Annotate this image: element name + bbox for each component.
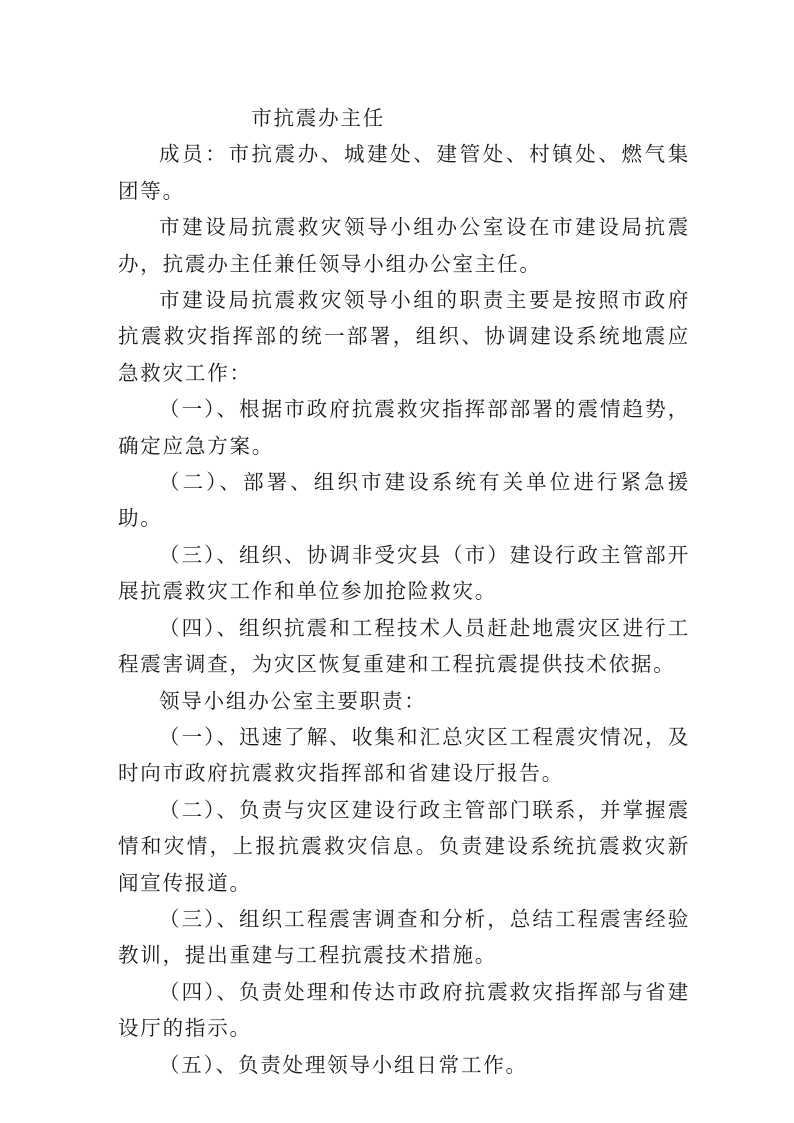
group-duty-item-3: （三）、组织、协调非受灾县（市）建设行政主管部开展抗震救灾工作和单位参加抢险救灾。 [118, 542, 690, 604]
group-duty-item-4: （四）、组织抗震和工程技术人员赶赴地震灾区进行工程震害调查，为灾区恢复重建和工程抗震提供技术依据。 [118, 615, 690, 677]
group-duties-intro-paragraph: 市建设局抗震救灾领导小组的职责主要是按照市政府抗震救灾指挥部的统一部署，组织、协调建设系统地震应急救灾工作： [118, 288, 690, 385]
members-paragraph: 成员：市抗震办、城建处、建管处、村镇处、燃气集团等。 [118, 142, 690, 203]
office-duty-item-4: （四）、负责处理和传达市政府抗震救灾指挥部与省建设厅的指示。 [118, 979, 690, 1041]
group-duty-item-1: （一）、根据市政府抗震救灾指挥部部署的震情趋势，确定应急方案。 [118, 397, 690, 458]
group-duty-item-2: （二）、部署、组织市建设系统有关单位进行紧急援助。 [118, 470, 690, 531]
office-duty-item-1: （一）、迅速了解、收集和汇总灾区工程震灾情况，及时向市政府抗震救灾指挥部和省建设厅报告。 [118, 724, 690, 786]
office-duty-item-3: （三）、组织工程震害调查和分析，总结工程震害经验教训，提出重建与工程抗震技术措施。 [118, 906, 690, 968]
office-duties-heading: 领导小组办公室主要职责： [159, 688, 427, 713]
document-body [118, 100, 690, 1083]
title-line: 市抗震办主任 [251, 106, 386, 130]
office-duty-item-5: （五）、负责处理领导小组日常工作。 [159, 1052, 528, 1077]
office-duty-item-2: （二）、负责与灾区建设行政主管部门联系，并掌握震情和灾情，上报抗震救灾信息。负责建设系统抗震救灾新闻宣传报道。 [118, 797, 690, 895]
office-location-paragraph: 市建设局抗震救灾领导小组办公室设在市建设局抗震办，抗震办主任兼任领导小组办公室主任。 [118, 215, 690, 276]
